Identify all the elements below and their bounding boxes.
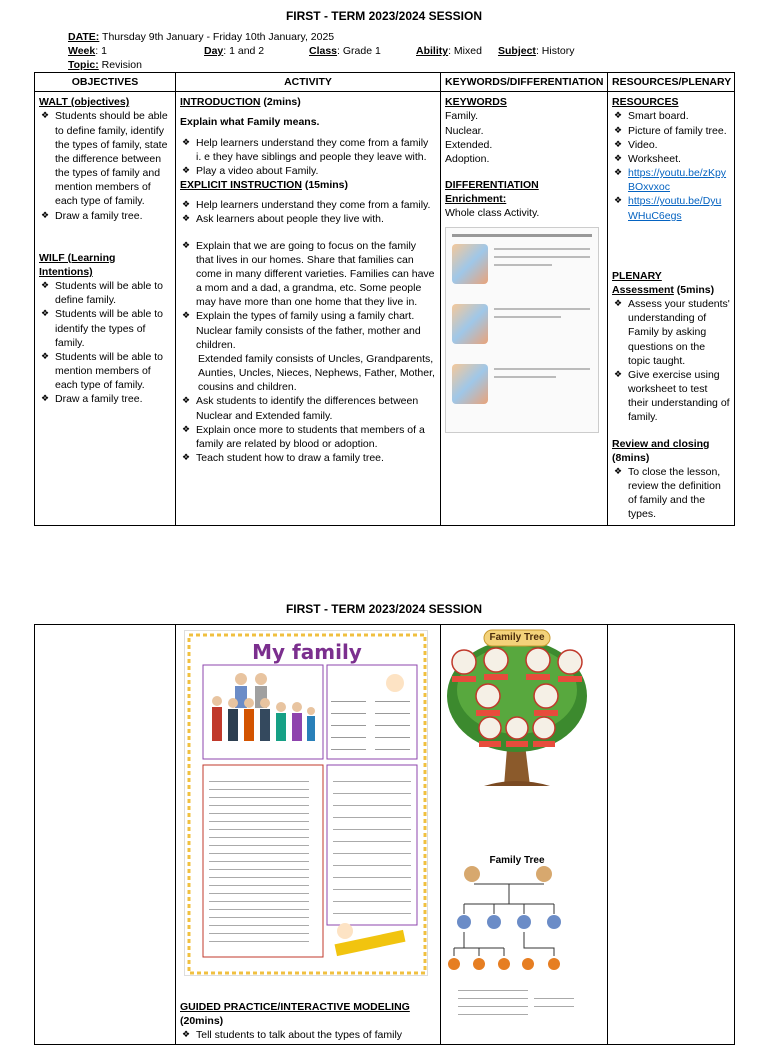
- list-item: ❖ Students will be able to mention members of each type of family.: [39, 350, 171, 393]
- wilf-title: WILF (Learning Intentions): [39, 251, 116, 278]
- list-item: ❖ Picture of family tree.: [612, 124, 730, 138]
- explicit-time: (15mins): [304, 179, 349, 192]
- list-item: ❖ To close the lesson, review the definition of family and the types.: [612, 465, 730, 522]
- week-value: : 1: [95, 45, 107, 57]
- list-item: ❖ Teach student how to draw a family tree.: [180, 451, 436, 465]
- family-tree-image: [444, 626, 590, 792]
- list-item: ❖ Students will be able to identify the types of family.: [39, 307, 171, 350]
- topic-line: [68, 58, 142, 72]
- list-item: ❖ Ask learners about people they live with.: [180, 212, 436, 226]
- list-item: [612, 166, 730, 194]
- date-line: [68, 30, 334, 44]
- objectives-cell-2: [35, 625, 176, 1045]
- assessment-list: [612, 297, 730, 425]
- video-link-1[interactable]: https://youtu.be/zKpyBOxvxoc: [628, 167, 727, 194]
- keyword-item: Adoption.: [445, 152, 490, 165]
- list-item: ❖ Smart board.: [612, 109, 730, 123]
- topic-label: Topic:: [68, 59, 99, 71]
- topic-value: Revision: [101, 59, 142, 71]
- subject-label: Subject: [498, 45, 536, 57]
- keyword-item: Extended.: [445, 138, 493, 151]
- resources-cell: [608, 92, 735, 525]
- ability-label: Ability: [416, 45, 449, 57]
- resources-title: RESOURCES: [612, 96, 679, 109]
- family-tree-title: Family Tree: [489, 632, 545, 643]
- day-value: : 1 and 2: [223, 45, 265, 57]
- keyword-item: Family.: [445, 110, 479, 123]
- list-item: [612, 194, 730, 222]
- list-item: ❖ Draw a family tree.: [39, 209, 171, 223]
- intro-time: (2mins): [263, 96, 301, 109]
- list-item: ❖ Explain once more to students that members of a family are related by blood or adoption.: [180, 423, 436, 451]
- page-title-2: FIRST - TERM 2023/2024 SESSION: [285, 602, 483, 616]
- extended-text: Extended family consists of Uncles, Grandparents, Aunties, Uncles, Nieces, Nephews, Father, Mother, cousins and children.: [198, 352, 435, 394]
- keywords-title: KEYWORDS: [445, 96, 507, 109]
- list-item: ❖ Play a video about Family.: [180, 164, 436, 178]
- class-value: : Grade 1: [337, 45, 381, 57]
- review-title: Review and closing: [612, 437, 710, 450]
- assessment-title: Assessment: [612, 283, 674, 296]
- enrichment-title: Enrichment:: [445, 193, 507, 206]
- differentiation-title: DIFFERENTIATION: [445, 179, 539, 192]
- resources-list: [612, 109, 730, 222]
- activity-cell: [176, 92, 441, 525]
- family-tree-title-2: Family Tree: [489, 855, 545, 866]
- class-label: Class: [309, 45, 338, 57]
- family-tree-drawing: [444, 852, 590, 1024]
- list-item: ❖ Tell students to talk about the types of family: [180, 1028, 440, 1042]
- list-item: ❖ Explain that we are going to focus on the family that lives in our homes. Share that families can come in many different varieties. Families can have a mom and a dad, a grandma, etc. Some people may have more than one home that they live in.: [180, 239, 436, 310]
- intro-bold: Explain what Family means.: [180, 116, 320, 129]
- date-value: Thursday 9th January - Friday 10th January, 2025: [102, 31, 335, 43]
- explicit-list-a: [180, 198, 436, 226]
- header-keywords: KEYWORDS/DIFFERENTIATION: [441, 73, 608, 92]
- header-objectives: OBJECTIVES: [35, 73, 176, 92]
- explicit-list-b: [180, 239, 436, 352]
- keyword-item: Nuclear.: [445, 124, 484, 137]
- my-family-worksheet-image: [184, 630, 428, 976]
- day-label: Day: [204, 45, 224, 57]
- list-item: ❖ Give exercise using worksheet to test their understanding of family.: [612, 368, 730, 425]
- plenary-title: PLENARY: [612, 269, 662, 282]
- explicit-list-c: [180, 394, 436, 465]
- list-item: ❖ Draw a family tree.: [39, 392, 171, 406]
- list-item: ❖ Help learners understand they come from a family.: [180, 198, 436, 212]
- list-item: ❖ Help learners understand they come from a family i. e they have siblings and people they leave with.: [180, 136, 436, 164]
- date-label: DATE:: [68, 31, 100, 43]
- lesson-plan-table: [34, 72, 735, 526]
- worksheet-image: [445, 227, 599, 433]
- header-resources: RESOURCES/PLENARY: [608, 73, 735, 92]
- guided-time: (20mins): [180, 1015, 224, 1028]
- resources-cell-2: [608, 625, 735, 1045]
- guided-practice-section: [180, 1000, 440, 1043]
- wilf-list: [39, 279, 171, 407]
- review-list: [612, 465, 730, 522]
- intro-title: INTRODUCTION: [180, 96, 261, 109]
- list-item: ❖ Students will be able to define family.: [39, 279, 171, 307]
- enrichment-text: Whole class Activity.: [445, 207, 540, 220]
- week-label: Week: [68, 45, 96, 57]
- intro-list: [180, 136, 436, 179]
- list-item: ❖ Assess your students' understanding of Family by asking questions on the topic taught.: [612, 297, 730, 368]
- ability-value: : Mixed: [448, 45, 482, 57]
- subject-value: : History: [535, 45, 575, 57]
- list-item: ❖ Worksheet.: [612, 152, 730, 166]
- list-item: ❖ Ask students to identify the differences between Nuclear and Extended family.: [180, 394, 436, 422]
- my-family-title: My family: [252, 640, 362, 664]
- objectives-cell: [35, 92, 176, 525]
- list-item: ❖ Explain the types of family using a family chart. Nuclear family consists of the father, mother and children.: [180, 309, 436, 352]
- walt-title: WALT (objectives): [39, 96, 130, 109]
- page-title: FIRST - TERM 2023/2024 SESSION: [285, 9, 483, 23]
- explicit-title: EXPLICIT INSTRUCTION: [180, 179, 302, 192]
- keywords-cell: [441, 92, 608, 525]
- review-time: (8mins): [612, 451, 650, 464]
- assessment-time: (5mins): [676, 283, 715, 296]
- header-activity: ACTIVITY: [176, 73, 441, 92]
- video-link-2[interactable]: https://youtu.be/DyuWHuC6egs: [628, 195, 722, 222]
- guided-list: [180, 1028, 440, 1042]
- walt-list: [39, 109, 171, 222]
- guided-title: GUIDED PRACTICE/INTERACTIVE MODELING: [180, 1001, 410, 1013]
- list-item: ❖ Students should be able to define family, identify the types of family, state the difference between the types of family and mention members of each type of family.: [39, 109, 171, 208]
- list-item: ❖ Video.: [612, 138, 730, 152]
